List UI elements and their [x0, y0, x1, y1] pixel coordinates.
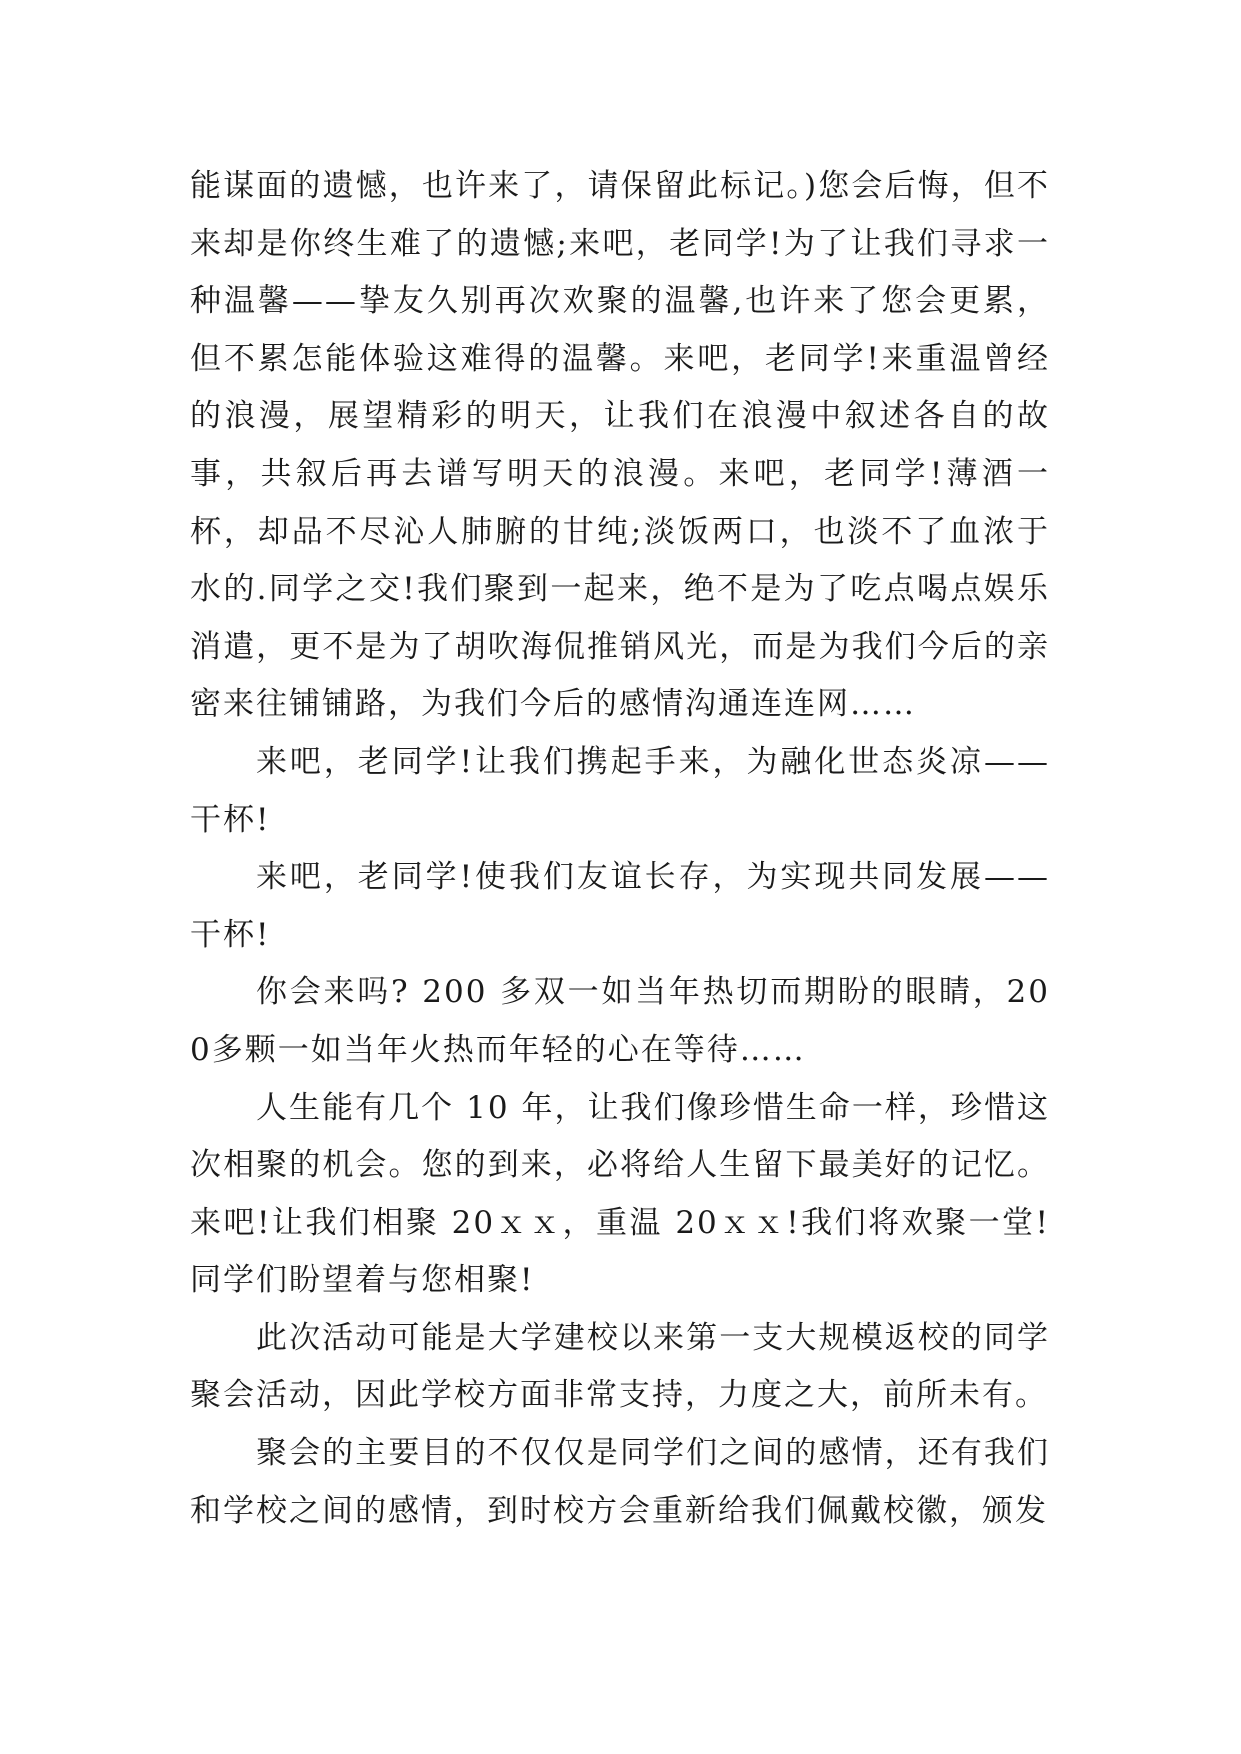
- document-body: [190, 158, 1050, 1540]
- paragraph-2: 来吧，老同学!让我们携起手来，为融化世态炎凉——干杯!: [190, 743, 1050, 838]
- paragraph-3: 来吧，老同学!使我们友谊长存，为实现共同发展——干杯!: [190, 859, 1050, 953]
- paragraph-7: 聚会的主要目的不仅仅是同学们之间的感情，还有我们和学校之间的感情，到时校方会重新给我们佩戴校徽，颁发: [190, 1435, 1050, 1529]
- paragraph-6: 此次活动可能是大学建校以来第一支大规模返校的同学聚会活动，因此学校方面非常支持，力度之大，前所未有。: [190, 1319, 1050, 1414]
- paragraph-1: 能谋面的遗憾，也许来了，请保留此标记。)您会后悔，但不来却是你终生难了的遗憾;来吧，老同学!为了让我们寻求一种温馨——挚友久别再次欢聚的温馨,也许来了您会更累，但不累怎能体验这难得的温馨。来吧，老同学!来重温曾经的浪漫，展望精彩的明天，让我们在浪漫中叙述各自的故事，共叙后再去谱写明天的浪漫。来吧，老同学!薄酒一杯，却品不尽沁人肺腑的甘纯;淡饭两口，也淡不了血浓于水的.同学之交!我们聚到一起来，绝不是为了吃点喝点娱乐消遣，更不是为了胡吹海侃推销风光，而是为我们今后的亲密来往铺铺路，为我们今后的感情沟通连连网……: [190, 168, 1050, 723]
- paragraph-4: 你会来吗? 200 多双一如当年热切而期盼的眼睛，200多颗一如当年火热而年轻的心在等待……: [190, 974, 1050, 1068]
- paragraph-5: 人生能有几个 10 年，让我们像珍惜生命一样，珍惜这次相聚的机会。您的到来，必将给人生留下最美好的记忆。来吧!让我们相聚 20ｘｘ，重温 20ｘｘ!我们将欢聚一堂!同学们盼望着与您相聚!: [190, 1089, 1050, 1299]
